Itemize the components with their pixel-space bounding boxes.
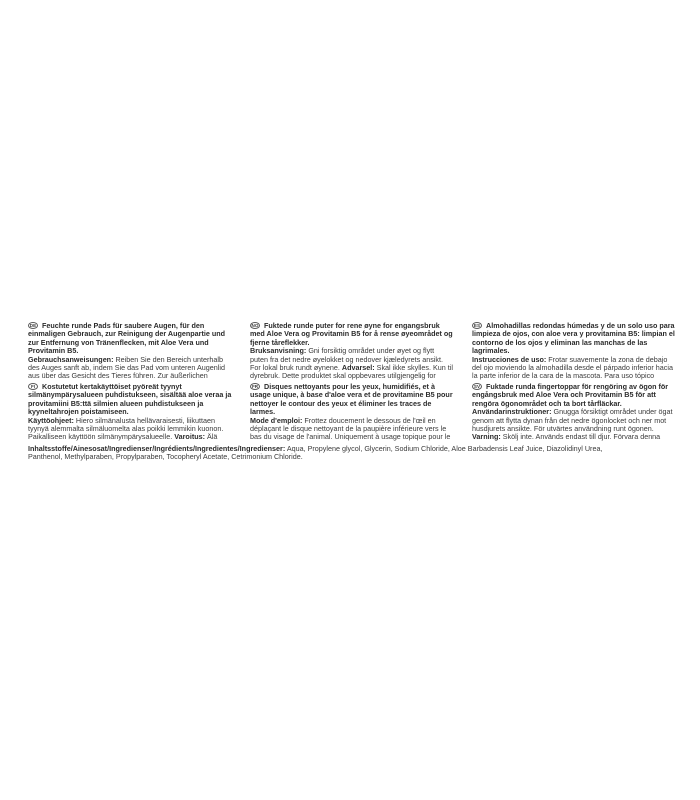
instructions-text: Frottez doucement le dessous de l'œil en déplaçant le disque nettoyant de la paupière inférieure vers le bas du visage de l'animal. Uniquement à usage topique pour le — [250, 415, 451, 441]
language-badge: DE — [29, 323, 37, 328]
label-text-panel — [28, 322, 676, 462]
text-block-no — [250, 322, 454, 380]
language-badge: NO — [251, 323, 259, 328]
warning-label: Advarsel: — [341, 363, 375, 373]
warning-label: Varning: — [472, 432, 501, 441]
ingredients-label: Inhaltsstoffe/Ainesosat/Ingredienser/Ingrédients/Ingredientes/Ingredienser: — [28, 444, 286, 453]
ingredients-list — [28, 445, 628, 462]
warning-label: Varoitus: — [174, 432, 205, 441]
warning-text: Skölj inte. Används endast till djur. Förvara denna — [502, 432, 661, 441]
instructions-label: Käyttöohjeet: — [28, 415, 74, 425]
warning-text: Älä — [206, 432, 218, 441]
instructions-text: Gni forsiktig området under øyet og flytt puten fra det nedre øyelokket og nedover kjæledyrets ansikt. For lokal bruk rundt øynene. — [250, 346, 443, 373]
text-block-fr — [250, 383, 454, 441]
language-badge: SV — [473, 384, 481, 389]
instructions-text: Gnugga försiktigt området under ögat genom att flytta dynan från det nedre ögonlocket och ner mot husdjurets ansikte. För utvärtes användning runt ögonen. — [472, 407, 673, 434]
multilingual-grid — [28, 322, 676, 441]
ingredients-text: Aqua, Propylene glycol, Glycerin, Sodium Chloride, Aloe Barbadensis Leaf Juice, Diazolidinyl Urea, Panthenol, Methylparaben, Propylparaben, Tocopheryl Acetate, Cetrimonium Chloride. — [28, 444, 603, 462]
text-block-es — [472, 322, 676, 380]
instructions-label: Instrucciones de uso: — [472, 354, 547, 364]
language-badge: FR — [251, 384, 259, 389]
instructions-text: Reiben Sie den Bereich unterhalb des Auges sanft ab, indem Sie das Pad vom unteren Augenlid aus über das Gesicht des Tieres führen. Zur äußerlichen — [28, 354, 225, 380]
product-description: Feuchte runde Pads für saubere Augen, für den einmaligen Gebrauch, zur Reinigung der Augenpartie und zur Entfernung von Tränenflecken, mit Aloe Vera und Provitamin B5. — [28, 322, 226, 356]
warning-text: Skal ikke skylles. Kun til dyrebruk. Dette produktet skal oppbevares utilgjengelig for — [250, 363, 453, 380]
instructions-label: Bruksanvisning: — [250, 346, 307, 356]
language-badge: FI — [28, 383, 38, 390]
text-block-de — [28, 322, 232, 380]
instructions-label: Användarinstruktioner: — [472, 407, 552, 417]
instructions-label: Mode d'emploi: — [250, 415, 303, 425]
product-description: Almohadillas redondas húmedas y de un solo uso para limpieza de ojos, con aloe vera y provitamina B5: limpian el contorno de los ojos y eliminan las manchas de las lagrimales. — [472, 322, 675, 356]
instructions-text: Frotar suavemente la zona de debajo del ojo moviendo la almohadilla desde el párpado inferior hacia la parte inferior de la cara de la mascota. Para uso tópico — [472, 354, 673, 380]
product-description: Disques nettoyants pour les yeux, humidifiés, et à usage unique, à base d'aloe vera et de provitamine B5 pour nettoyer le contour des yeux et éliminer les traces de larmes. — [250, 383, 453, 417]
text-block-sv — [472, 383, 676, 441]
text-block-fi — [28, 383, 232, 441]
language-badge: ES — [473, 323, 481, 328]
instructions-label: Gebrauchsanweisungen: — [28, 354, 114, 364]
product-description: Kostutetut kertakäyttöiset pyöreät tyynyt silmänympärysalueen puhdistukseen, sisältää aloe veraa ja provitamiini B5:ttä silmien alueen puhdistukseen ja kyyneltahrojen poistamiseen. — [28, 383, 232, 417]
product-description: Fuktade runda fingertoppar för rengöring av ögon för engångsbruk med Aloe Vera och Provitamin B5 för att rengöra ögonområdet och ta bort tårfläckar. — [472, 383, 669, 408]
instructions-text: Hiero silmänalusta hellävaraisesti, liikuttaen tyynyä alemmalta silmäluomelta alas poikki lemmikin kuonon. Paikalliseen käyttöön silmänympärysalueelle. — [28, 415, 224, 441]
product-description: Fuktede runde puter for rene øyne for engangsbruk med Aloe Vera og Provitamin B5 for å rense øyeområdet og fjerne tåreflekker. — [250, 322, 453, 347]
